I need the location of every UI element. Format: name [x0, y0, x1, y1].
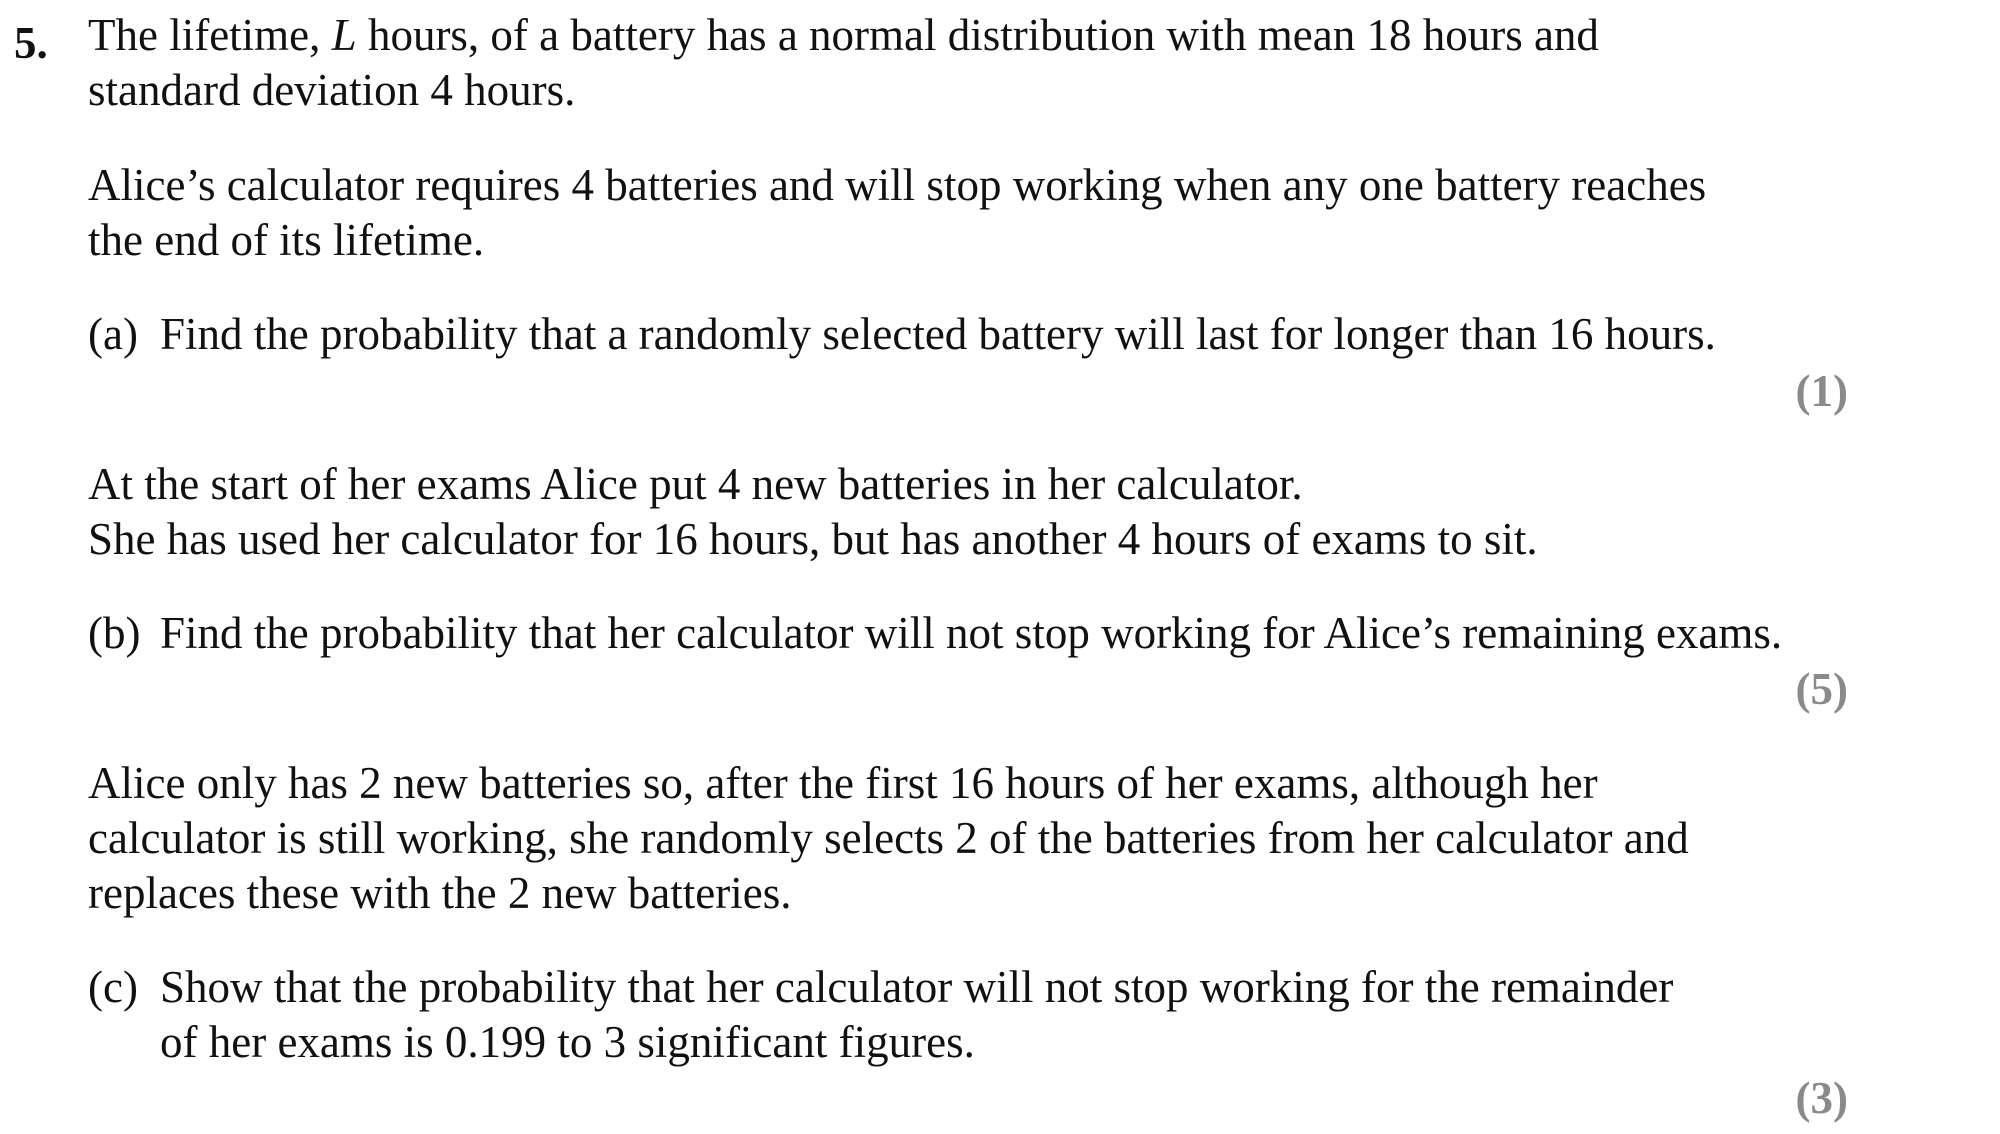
context-3-line-3: replaces these with the 2 new batteries.	[88, 868, 792, 918]
variable-l: L	[331, 10, 357, 60]
question-number: 5.	[14, 18, 48, 68]
intro-line-1	[88, 8, 1968, 63]
part-b	[88, 606, 1782, 661]
context-paragraph-2	[88, 457, 1968, 567]
context-1-line-1: Alice’s calculator requires 4 batteries and will stop working when any one battery reaches	[88, 160, 1707, 210]
context-3-line-1: Alice only has 2 new batteries so, after the first 16 hours of her exams, although her	[88, 758, 1598, 808]
part-a	[88, 307, 1716, 362]
part-c-text-line-2: of her exams is 0.199 to 3 significant figures.	[160, 1017, 975, 1067]
intro-line-1-pre: The lifetime,	[88, 10, 332, 60]
part-c-label: (c)	[88, 962, 138, 1012]
question-intro	[88, 8, 1968, 118]
part-c	[88, 960, 1673, 1070]
context-paragraph-3	[88, 756, 1968, 921]
part-b-label: (b)	[88, 608, 141, 658]
part-b-marks: (5)	[1795, 664, 1848, 714]
intro-line-1-post: hours, of a battery has a normal distribution with mean 18 hours and	[356, 10, 1599, 60]
context-1-line-2: the end of its lifetime.	[88, 215, 485, 265]
part-a-text: Find the probability that a randomly selected battery will last for longer than 16 hours.	[160, 309, 1716, 359]
context-paragraph-1	[88, 158, 1968, 268]
context-2-line-1: At the start of her exams Alice put 4 new batteries in her calculator.	[88, 459, 1303, 509]
context-3-line-2: calculator is still working, she randomly selects 2 of the batteries from her calculator and	[88, 813, 1689, 863]
part-c-text-line-1: Show that the probability that her calculator will not stop working for the remainder	[160, 962, 1674, 1012]
context-2-line-2: She has used her calculator for 16 hours, but has another 4 hours of exams to sit.	[88, 514, 1538, 564]
intro-line-2: standard deviation 4 hours.	[88, 65, 576, 115]
part-c-marks: (3)	[1795, 1073, 1848, 1123]
part-a-marks: (1)	[1795, 366, 1848, 416]
part-a-label: (a)	[88, 309, 138, 359]
part-b-text: Find the probability that her calculator will not stop working for Alice’s remaining exams.	[160, 608, 1783, 658]
